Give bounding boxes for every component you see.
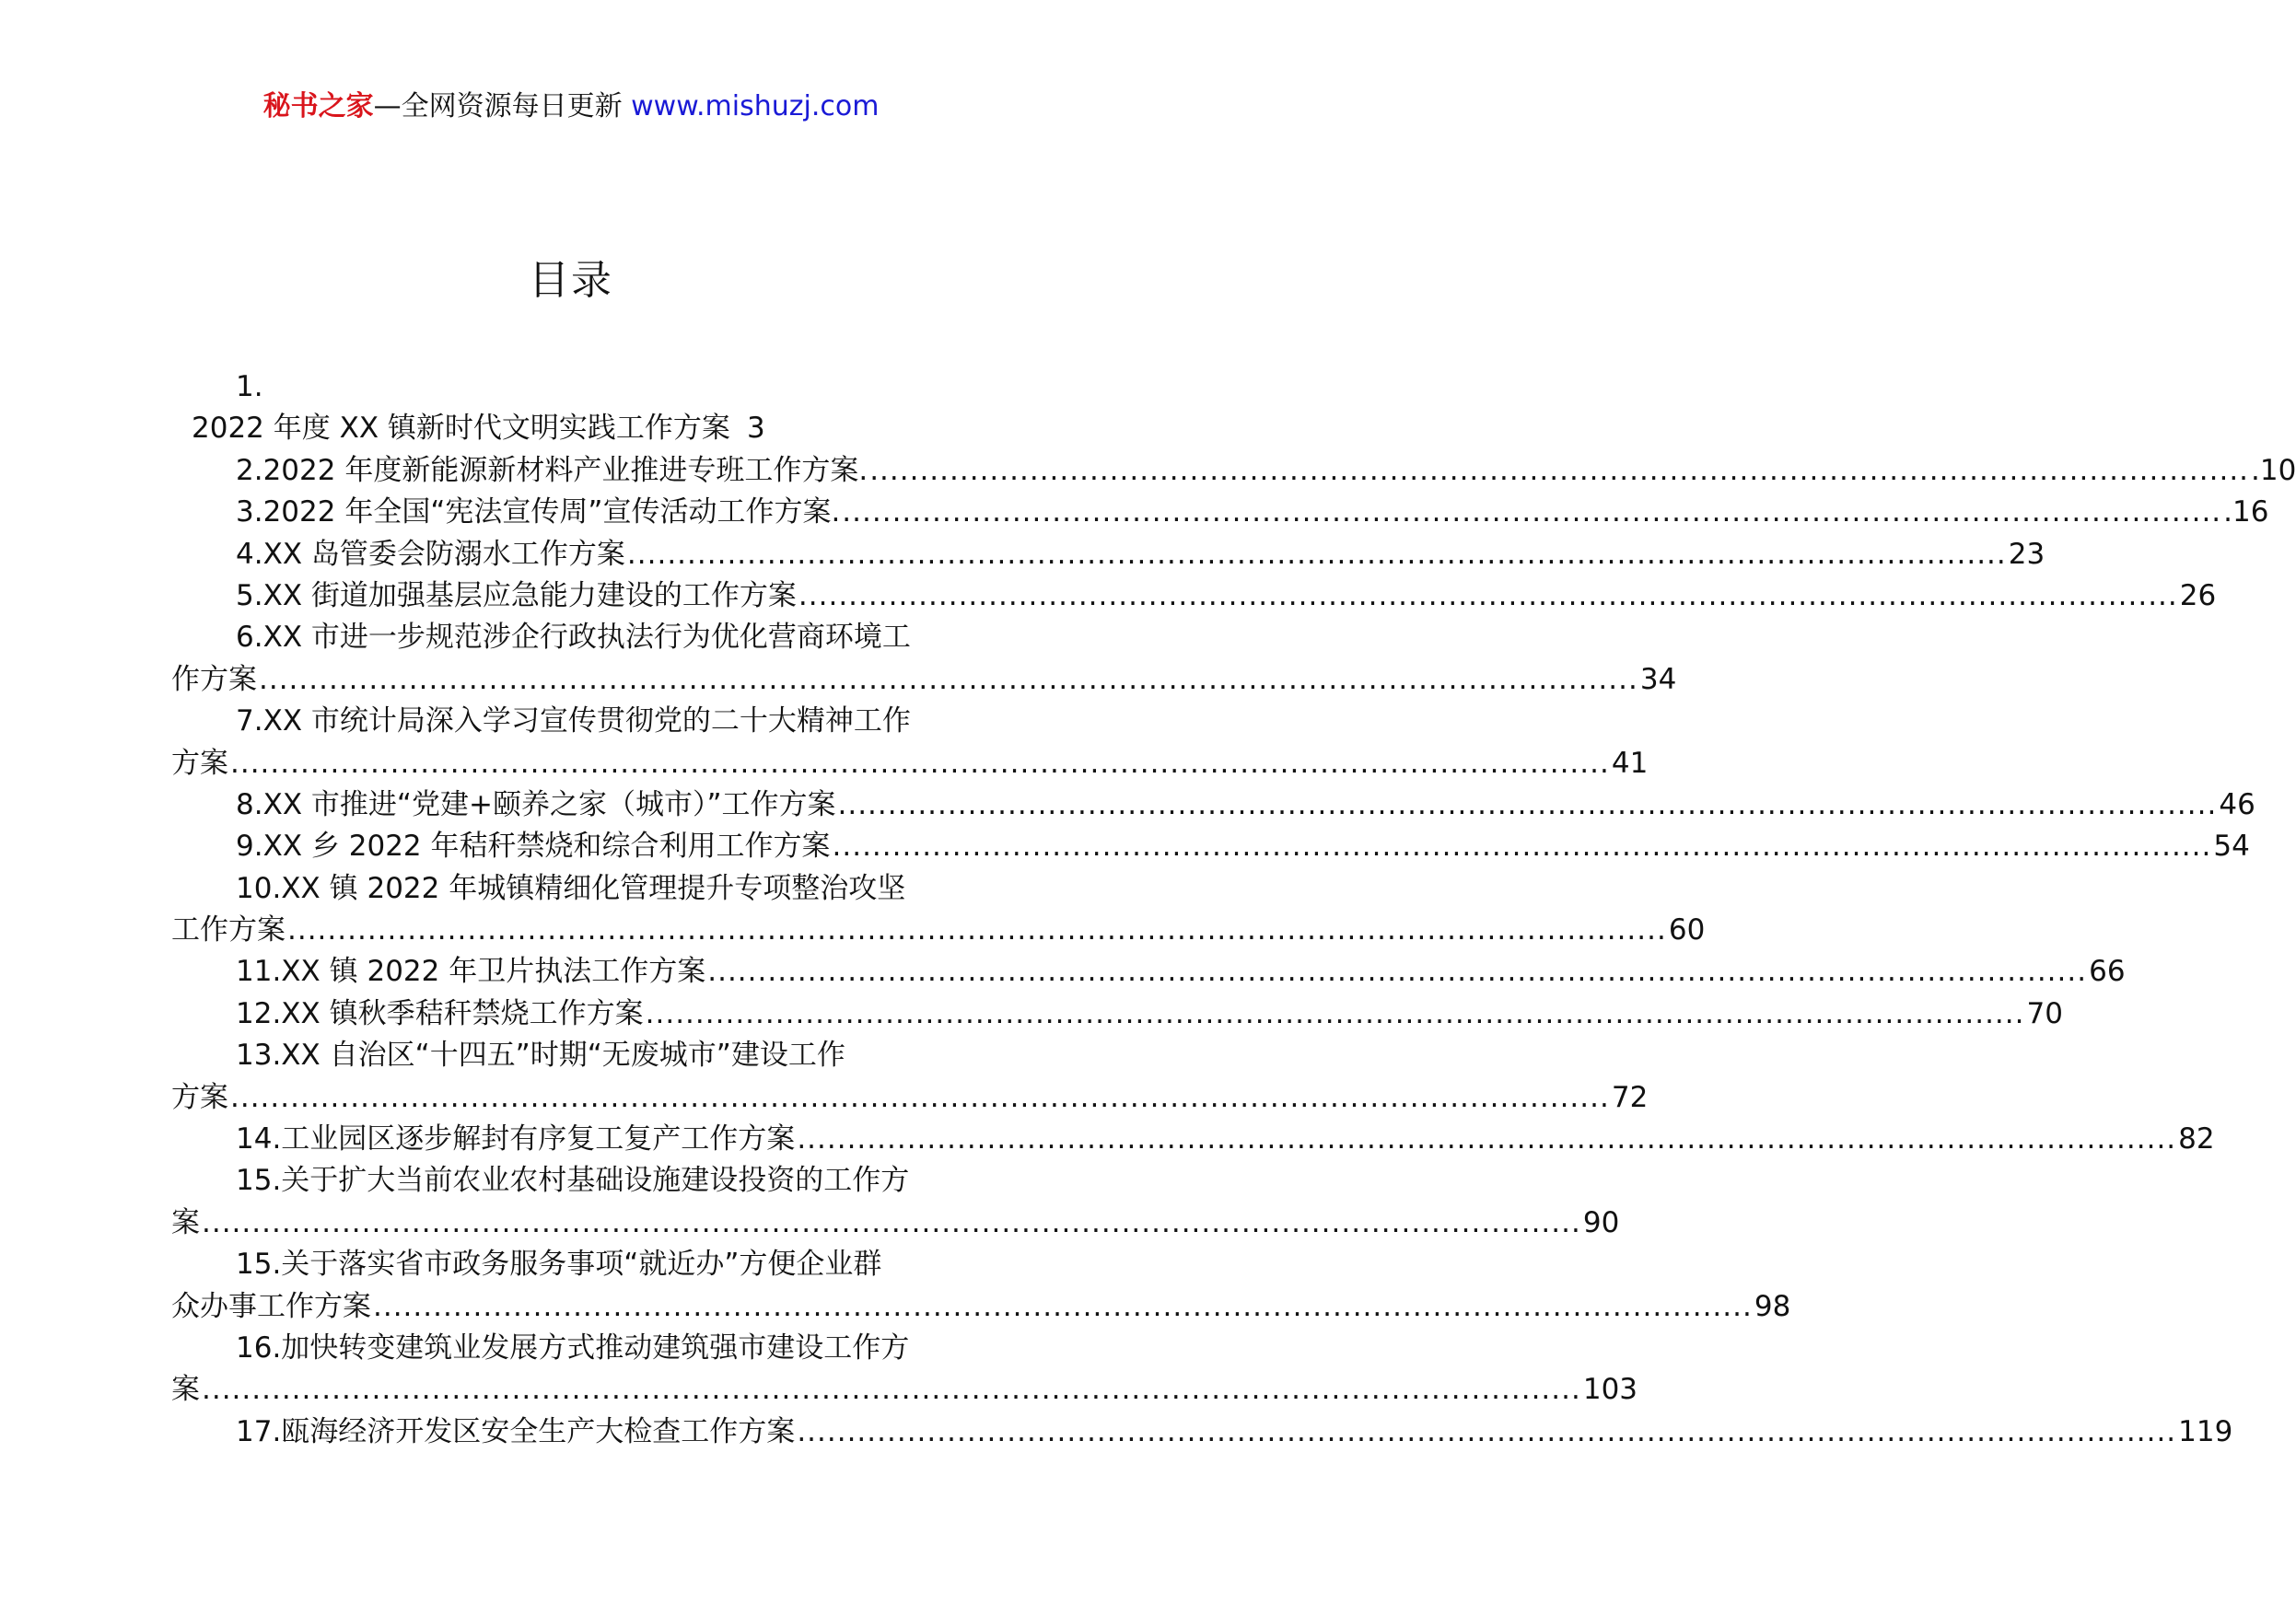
toc-leader-dots: ..........................................................................................................................................: [797, 1414, 2177, 1448]
toc-entry-9[interactable]: [171, 826, 2250, 867]
toc-leader-dots: ..........................................................................................................................................: [707, 955, 2088, 989]
toc-leader-dots: ..........................................................................................................................................: [797, 1122, 2177, 1156]
toc-leader-dots: ..........................................................................................................................................: [798, 578, 2178, 612]
toc-entry-2[interactable]: [171, 450, 2296, 492]
toc-entries: [171, 450, 2296, 1453]
toc-page-number: 98: [1754, 1289, 1791, 1323]
toc-leader-dots: ..........................................................................................................................................: [259, 662, 1638, 696]
toc-entry-title: 12.XX 镇秋季秸秆禁烧工作方案: [236, 996, 644, 1030]
toc-entry-title: 案: [171, 1373, 200, 1407]
toc-entry-7-line-2[interactable]: [171, 743, 1649, 784]
toc-entry-title: 作方案: [171, 662, 257, 696]
page-title: 目录: [529, 257, 613, 304]
toc-entry-5[interactable]: [171, 575, 2217, 617]
toc-entry-title: 13.XX 自治区“十四五”时期“无废城市”建设工作: [236, 1039, 845, 1073]
toc-entry-title: 2.2022 年度新能源新材料产业推进专班工作方案.: [236, 453, 868, 487]
site-header: [0, 88, 1142, 125]
toc-leader-dots: ..........................................................................................................................................: [202, 1373, 1581, 1407]
toc-entry-10-line-1[interactable]: [171, 868, 967, 910]
toc-page-number: 103: [1582, 1373, 1638, 1407]
toc-entry-title: 3.2022 年全国“宪法宣传周”宣传活动工作方案.: [236, 495, 841, 529]
toc-leader-dots: ..........................................................................................................................................: [832, 830, 2212, 864]
toc-entry-4[interactable]: [171, 534, 2045, 575]
toc-entry-16-line-1[interactable]: [171, 1244, 967, 1285]
toc-leader-dots: ..........................................................................................................................................: [202, 1205, 1581, 1239]
toc-leader-dots: ..........................................................................................................................................: [869, 453, 2250, 487]
toc-page-number: 41: [1611, 746, 1649, 780]
toc-entry-title: 案: [171, 1205, 200, 1239]
toc-entry-11[interactable]: [171, 951, 2126, 993]
toc-entry-title: 8.XX 市推进“党建+颐养之家（城市）”工作方案: [236, 787, 836, 821]
header-tagline: —全网资源每日更新: [373, 90, 623, 122]
toc-entry-title: 16.加快转变建筑业发展方式推动建筑强市建设工作方: [236, 1330, 910, 1365]
toc-entry-16-line-2[interactable]: [171, 1286, 1791, 1328]
toc-entry-title: 7.XX 市统计局深入学习宣传贯彻党的二十大精神工作: [236, 704, 911, 738]
toc-entry-title: 11.XX 镇 2022 年卫片执法工作方案: [236, 955, 706, 989]
toc-leader-dots: ..........................................................................................................................................: [230, 746, 1610, 780]
toc-entry-6-line-2[interactable]: [171, 659, 1677, 701]
toc-entry-title: 9.XX 乡 2022 年秸秆禁烧和综合利用工作方案: [236, 830, 831, 864]
toc-page-number: .16: [2223, 495, 2269, 529]
toc-entry-title: 15.关于扩大当前农业农村基础设施建设投资的工作方: [236, 1164, 910, 1198]
toc-page-number: 46: [2219, 787, 2255, 821]
toc-entry-title: 4.XX 岛管委会防溺水工作方案: [236, 537, 625, 571]
toc-page-number: 70: [2026, 996, 2063, 1030]
toc-entry-title: 14.工业园区逐步解封有序复工复产工作方案: [236, 1122, 796, 1156]
toc-entry-title: 17.瓯海经济开发区安全生产大检查工作方案: [236, 1414, 796, 1448]
toc-leader-dots: ..........................................................................................................................................: [645, 996, 2025, 1030]
toc-page-number: 119: [2178, 1414, 2233, 1448]
toc-page-number: .10: [2251, 453, 2296, 487]
toc-entry-6-line-1[interactable]: [171, 617, 967, 658]
toc-entry-15-line-1[interactable]: [171, 1160, 967, 1202]
toc-entry-14[interactable]: [171, 1119, 2215, 1160]
toc-leader-dots: ..........................................................................................................................................: [842, 495, 2222, 529]
toc-page-number: 90: [1582, 1205, 1620, 1239]
toc-entry-3[interactable]: [171, 492, 2269, 533]
toc-entry-title: 15.关于落实省市政务服务事项“就近办”方便企业群: [236, 1248, 882, 1282]
toc-entry-1-number: 1.: [236, 370, 263, 403]
toc-page-number: 60: [1668, 913, 1706, 947]
brand-name: 秘书之家: [262, 90, 374, 122]
toc-entry-8[interactable]: [171, 784, 2255, 826]
toc-leader-dots: ..........................................................................................................................................: [626, 537, 2007, 571]
table-of-contents: [171, 366, 2296, 1453]
toc-entry-title: 6.XX 市进一步规范涉企行政执法行为优化营商环境工: [236, 621, 911, 655]
toc-page-number: 23: [2008, 537, 2045, 571]
toc-entry-10-line-2[interactable]: [171, 910, 1706, 951]
toc-entry-13-line-2[interactable]: [171, 1077, 1649, 1119]
toc-entry-12[interactable]: [171, 993, 2063, 1035]
toc-leader-dots: ..........................................................................................................................................: [287, 913, 1667, 947]
toc-page-number: 82: [2178, 1122, 2215, 1156]
toc-entry-13-line-1[interactable]: [171, 1035, 967, 1076]
toc-page-number: 54: [2213, 830, 2250, 864]
toc-entry-title: 10.XX 镇 2022 年城镇精细化管理提升专项整治攻坚: [236, 871, 906, 905]
toc-entry-title: 5.XX 街道加强基层应急能力建设的工作方案: [236, 578, 797, 612]
site-url-link[interactable]: www.mishuzj.com: [631, 90, 880, 122]
toc-page-number: 34: [1639, 662, 1677, 696]
toc-leader-dots: ..........................................................................................................................................: [230, 1080, 1610, 1114]
toc-entry-1[interactable]: 2022 年度 XX 镇新时代文明实践工作方案 3: [192, 412, 765, 446]
toc-entry-title: 方案: [171, 1080, 228, 1114]
toc-page-number: 72: [1611, 1080, 1649, 1114]
toc-entry-17-line-1[interactable]: [171, 1328, 967, 1369]
toc-entry-title: 工作方案: [171, 913, 286, 947]
toc-entry-17-line-2[interactable]: [171, 1369, 1638, 1411]
toc-entry-title: 众办事工作方案: [171, 1289, 371, 1323]
toc-entry-title: 方案: [171, 746, 228, 780]
toc-entry-18[interactable]: [171, 1412, 2233, 1453]
toc-page-number: 66: [2089, 955, 2126, 989]
toc-entry-15-line-2[interactable]: [171, 1203, 1620, 1244]
toc-leader-dots: ..........................................................................................................................................: [373, 1289, 1753, 1323]
toc-entry-7-line-1[interactable]: [171, 701, 967, 742]
toc-page-number: 26: [2179, 578, 2217, 612]
toc-leader-dots: ..........................................................................................................................................: [837, 787, 2218, 821]
